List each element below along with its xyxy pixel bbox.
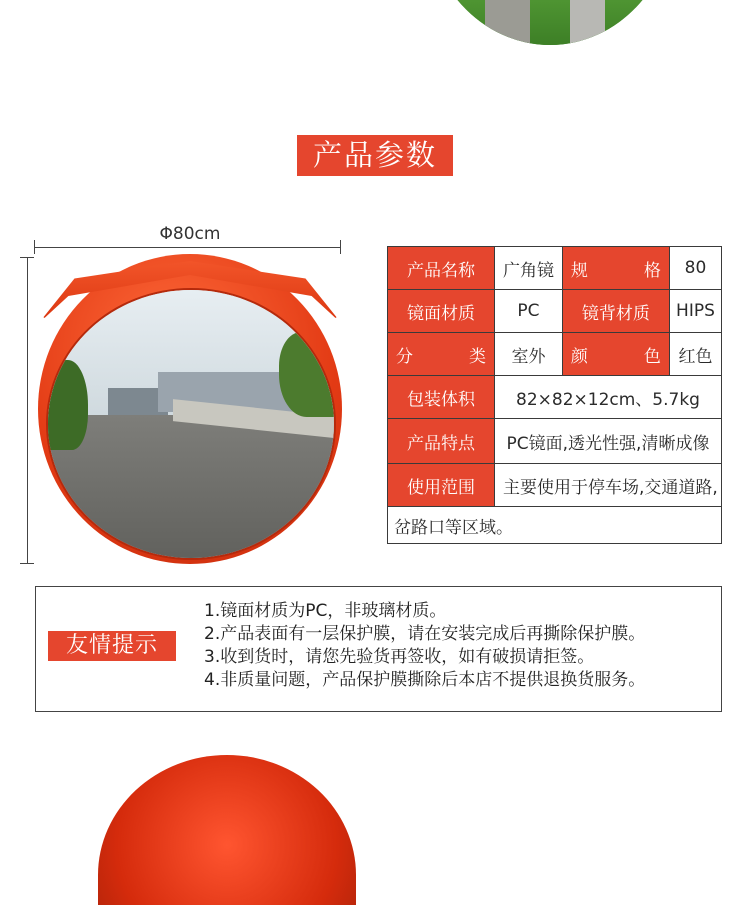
spec-row (388, 290, 722, 333)
width-dimension-tick-right (340, 240, 341, 254)
spec-row (388, 333, 722, 376)
mirror-reflection (46, 288, 336, 560)
spec-label: 规格 (562, 247, 669, 290)
notice-list (204, 600, 645, 692)
spec-value: 82×82×12cm、5.7kg (495, 376, 722, 419)
dimension-label: Φ80cm (159, 224, 221, 244)
spec-value: PC (495, 290, 563, 333)
notice-item: 2.产品表面有一层保护膜，请在安装完成后再撕除保护膜。 (204, 624, 646, 644)
spec-value: PC镜面,透光性强,清晰成像 (495, 419, 722, 464)
section-title: 产品参数 (297, 135, 453, 176)
spec-label: 产品特点 (388, 419, 495, 464)
spec-label: 颜色 (562, 333, 669, 376)
height-dimension-line (27, 257, 28, 563)
spec-row (388, 419, 722, 464)
top-mirror-photo (425, 0, 675, 45)
spec-row (388, 464, 722, 507)
notice-item: 3.收到货时，请您先验货再签收，如有破损请拒签。 (204, 647, 595, 667)
height-dimension-tick-bottom (20, 563, 34, 564)
height-dimension-tick-top (20, 257, 34, 258)
spec-value: 80 (669, 247, 721, 290)
spec-label: 包装体积 (388, 376, 495, 419)
width-dimension-tick-left (34, 240, 35, 254)
spec-row (388, 247, 722, 290)
spec-label: 分类 (388, 333, 495, 376)
spec-value: 广角镜 (495, 247, 563, 290)
width-dimension-line (34, 247, 340, 248)
spec-value-continuation: 岔路口等区域。 (388, 507, 722, 544)
spec-label: 镜面材质 (388, 290, 495, 333)
spec-label: 产品名称 (388, 247, 495, 290)
spec-value: 主要使用于停车场,交通道路, (495, 464, 722, 507)
notice-item: 1.镜面材质为PC，非玻璃材质。 (204, 601, 447, 621)
notice-title: 友情提示 (48, 631, 176, 661)
notice-item: 4.非质量问题，产品保护膜撕除后本店不提供退换货服务。 (204, 670, 646, 690)
product-mirror-image (38, 254, 342, 564)
spec-table (387, 246, 722, 544)
bottom-mirror-photo (98, 755, 356, 905)
spec-value: 室外 (495, 333, 563, 376)
spec-label: 使用范围 (388, 464, 495, 507)
spec-row (388, 507, 722, 544)
notice-box (35, 586, 722, 712)
spec-row (388, 376, 722, 419)
spec-value: 红色 (669, 333, 721, 376)
spec-label: 镜背材质 (562, 290, 669, 333)
spec-value: HIPS (669, 290, 721, 333)
